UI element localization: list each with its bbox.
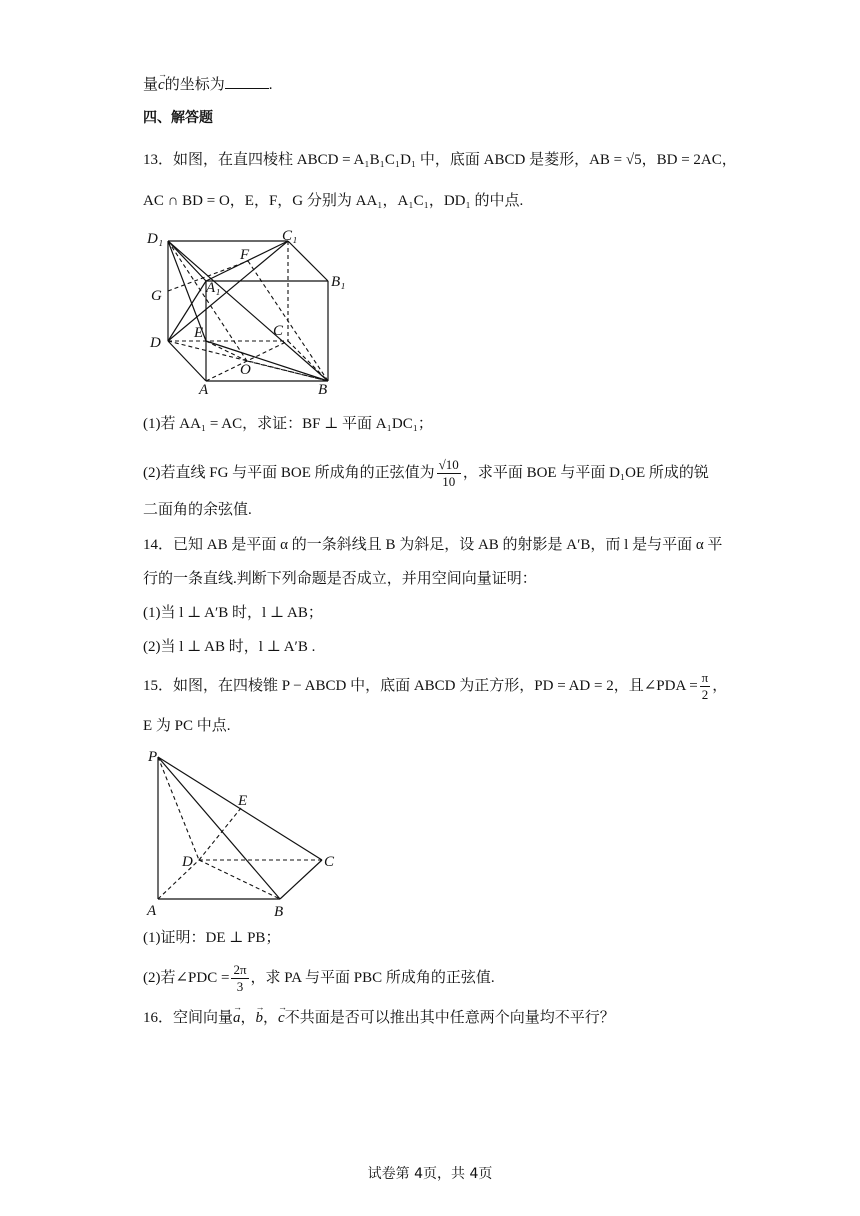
q14-part-2: (2)当 l ⊥ AB 时，l ⊥ A′B . [143,639,316,655]
label-E: E [238,793,248,809]
q13-line-2: AC ∩ BD = O，E，F，G 分别为 AA₁，A₁C₁，DD₁ 的中点. [143,193,524,209]
q15-part-2: (2)若∠PDC = $\frac{2\pi}{3}$ ，求 PA 与平面 PBC 所成角的正弦值. [143,962,495,995]
label-O: O [240,362,251,378]
label-F: F [240,247,250,263]
page-footer: 试卷第 4页，共 4页 [367,1166,493,1182]
label-A1: A₁ [206,280,221,296]
label-B: B [274,904,284,920]
label-A: A [199,382,209,398]
label-B: B [318,382,328,398]
label-P: P [148,749,158,765]
q14-line-2: 行的一条直线.判断下列命题是否成立，并用空间向量证明： [143,571,537,587]
q13-part-2-cont: 二面角的余弦值. [143,502,252,518]
q13-part-1: (1)若 AA₁ = AC，求证：BF ⊥ 平面 A₁DC₁； [143,416,433,432]
q13-part-2: (2)若直线 FG 与平面 BOE 所成角的正弦值为 $\frac{√10}{10}$ ，求平面 BOE 与平面 D₁OE 所成的锐 [143,457,709,490]
q15-line-2: E 为 PC 中点. [143,718,231,734]
q14-part-1: (1)当 l ⊥ A′B 时，l ⊥ AB； [143,605,323,621]
section-heading: 四、解答题 [143,110,213,126]
q15-part-1: (1)证明：DE ⊥ PB； [143,930,281,946]
figure-prism [140,224,360,399]
label-D: D [182,854,193,870]
q13-line-1: 13．如图，在直四棱柱 ABCD = A₁B₁C₁D₁ 中，底面 ABCD 是菱形，AB = √5，BD = 2AC， [143,152,737,168]
q15-line-1: 15．如图，在四棱锥 P − ABCD 中，底面 ABCD 为正方形，PD = AD = 2，且∠PDA = $\frac{\pi}{2}$ ， [143,670,728,703]
label-A: A [147,903,157,919]
label-C1: C₁ [282,228,298,244]
label-E: E [194,325,204,341]
label-G: G [151,288,162,304]
q16-line: 16．空间向量→ a，→ b，→ c不共面是否可以推出其中任意两个向量均不平行？ [143,1008,615,1028]
q14-line-1: 14．已知 AB 是平面 α 的一条斜线且 B 为斜足，设 AB 的射影是 A′B，而 l 是与平面 α 平 [143,537,723,553]
label-C: C [324,854,335,870]
figure-pyramid [140,744,350,922]
label-C: C [273,323,284,339]
label-D: D [150,335,161,351]
q12-tail: 量→ c的坐标为 . [143,74,272,95]
label-B1: B₁ [331,274,346,290]
label-D1: D₁ [147,231,164,247]
answer-blank[interactable] [225,74,269,89]
